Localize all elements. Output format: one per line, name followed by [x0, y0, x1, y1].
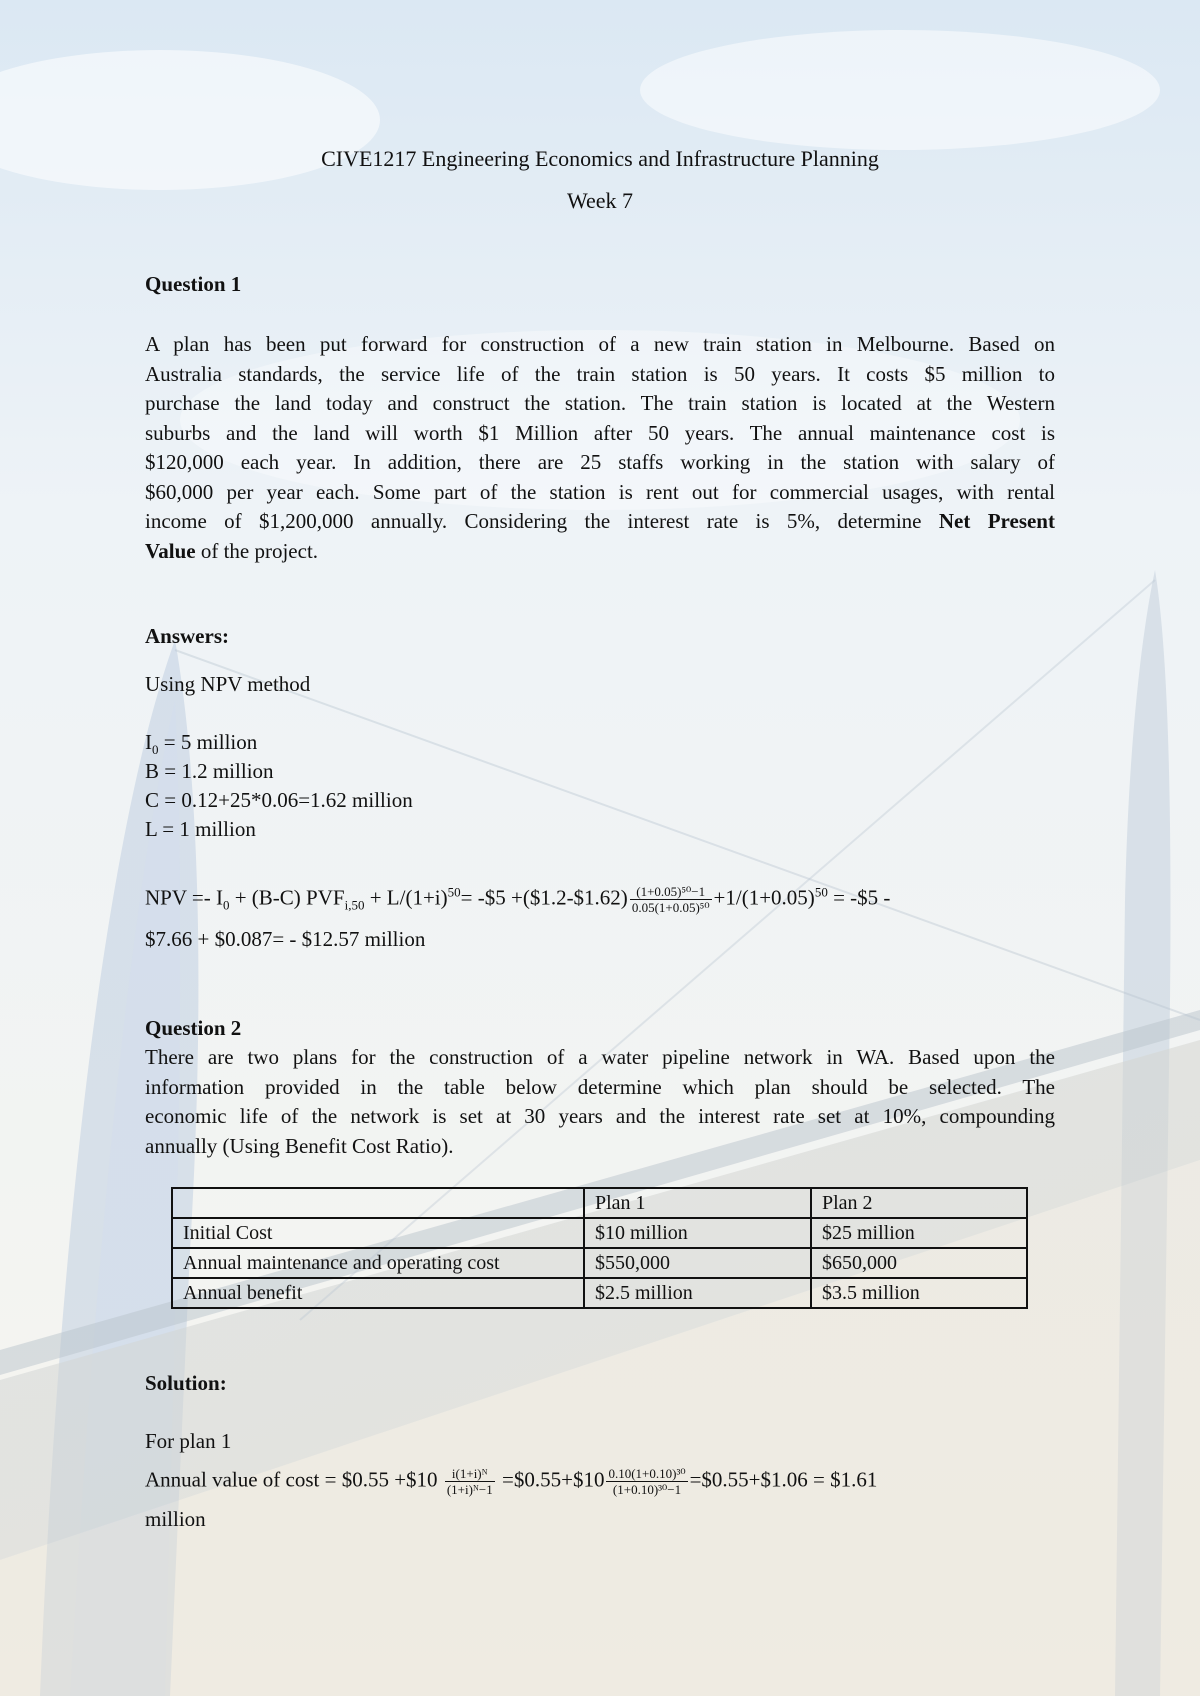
table-cell: $3.5 million	[811, 1278, 1027, 1308]
table-header-row	[172, 1188, 1027, 1218]
question-2-body	[145, 1043, 1055, 1161]
question-1-heading: Question 1	[145, 272, 242, 296]
q2-line: economic life of the network is set at 30 years and the interest rate set at 10%, compounding	[145, 1104, 1055, 1128]
q2-line: information provided in the table below determine which plan should be selected. The	[145, 1074, 1055, 1099]
solution-heading: Solution:	[145, 1371, 227, 1395]
q2-line: There are two plans for the construction of a water pipeline network in WA. Based upon the	[145, 1045, 1055, 1069]
table-header-cell: Plan 2	[811, 1188, 1027, 1218]
crf-numeric-fraction: $\frac{\text{0.10(1+0.10)³⁰}}{\text{(1+0.10)³⁰−1}}$	[608, 1466, 686, 1497]
annual-value-unit: million	[145, 1507, 206, 1531]
table-cell: $10 million	[584, 1218, 811, 1248]
week-label: Week 7	[566, 188, 634, 213]
q1-line: $60,000 per year each. Some part of the station is rent out for commercial usages, with rental	[145, 479, 1055, 504]
table-cell: Annual benefit	[172, 1278, 584, 1308]
crf-formula-fraction: $\frac{\text{i(1+i)ᴺ}}{\text{(1+i)ᴺ−1}}$	[446, 1466, 493, 1497]
annual-value-equation: Annual value of cost = $0.55 +$10 $\frac{\text{i(1+i)ᴺ}}{\text{(1+i)ᴺ−1}}$ =$0.55+$10 $\frac{\text{0.10(1+0.10)³⁰}}{\text{(1+0.10)³⁰−1}}$ =$0.55+$1.06 = $1.61	[145, 1466, 878, 1497]
q1-line: A plan has been put forward for construction of a new train station in Melbourne. Based on	[145, 332, 1055, 356]
table-row	[172, 1278, 1027, 1308]
table-row	[172, 1218, 1027, 1248]
q1-line: purchase the land today and construct the station. The train station is located at the Western	[145, 391, 1055, 415]
q1-line: suburbs and the land will worth $1 Million after 50 years. The annual maintenance cost is	[145, 420, 1055, 445]
l-line: L = 1 million	[145, 817, 256, 841]
c-line: C = 0.12+25*0.06=1.62 million	[145, 788, 413, 812]
i0-line: $I_0 = 5$ million	[145, 730, 258, 758]
answers-heading: Answers:	[145, 624, 229, 648]
table-cell: Annual maintenance and operating cost	[172, 1248, 584, 1278]
npv-result: $7.66 + $0.087= - $12.57 million	[145, 927, 426, 951]
table-header-cell: Plan 1	[584, 1188, 811, 1218]
table-cell: $650,000	[811, 1248, 1027, 1278]
table-cell: $550,000	[584, 1248, 811, 1278]
plans-table	[171, 1187, 1028, 1309]
npv-fraction: $\frac{\text{(1+0.05)⁵⁰−1}}{\text{0.05(1+0.05)⁵⁰}}$	[631, 884, 710, 915]
table-cell	[172, 1188, 584, 1218]
q1-line: Value of the project.	[145, 538, 319, 563]
q2-line: annually (Using Benefit Cost Ratio).	[145, 1133, 454, 1158]
table-cell: $2.5 million	[584, 1278, 811, 1308]
q1-line: Australia standards, the service life of the train station is 50 years. It costs $5 million to	[145, 361, 1055, 386]
b-line: B = 1.2 million	[145, 759, 274, 783]
plan-1-label: For plan 1	[145, 1429, 232, 1453]
question-1-body	[145, 330, 1055, 566]
q1-line: $120,000 each year. In addition, there are 25 staffs working in the station with salary of	[145, 450, 1055, 474]
table-cell: Initial Cost	[172, 1218, 584, 1248]
question-2-heading: Question 2	[145, 1016, 242, 1040]
course-title: CIVE1217 Engineering Economics and Infrastructure Planning	[321, 146, 879, 171]
table-row	[172, 1248, 1027, 1278]
q1-line: income of $1,200,000 annually. Considering the interest rate is 5%, determine Net Present	[145, 509, 1055, 533]
npv-equation: NPV =- $I_0 + (B-C) PVF_{i,50} + L/(1+i)^{50}=$ -$5 +($1.2-$1.62) $\frac{\text{(1+0.05)⁵⁰−1}}{\text{0.05(1+0.05)⁵⁰}}$ $+1/(1+0.05)^{50}$ = -$5 -	[145, 884, 891, 915]
table-cell: $25 million	[811, 1218, 1027, 1248]
method-label: Using NPV method	[145, 672, 311, 696]
